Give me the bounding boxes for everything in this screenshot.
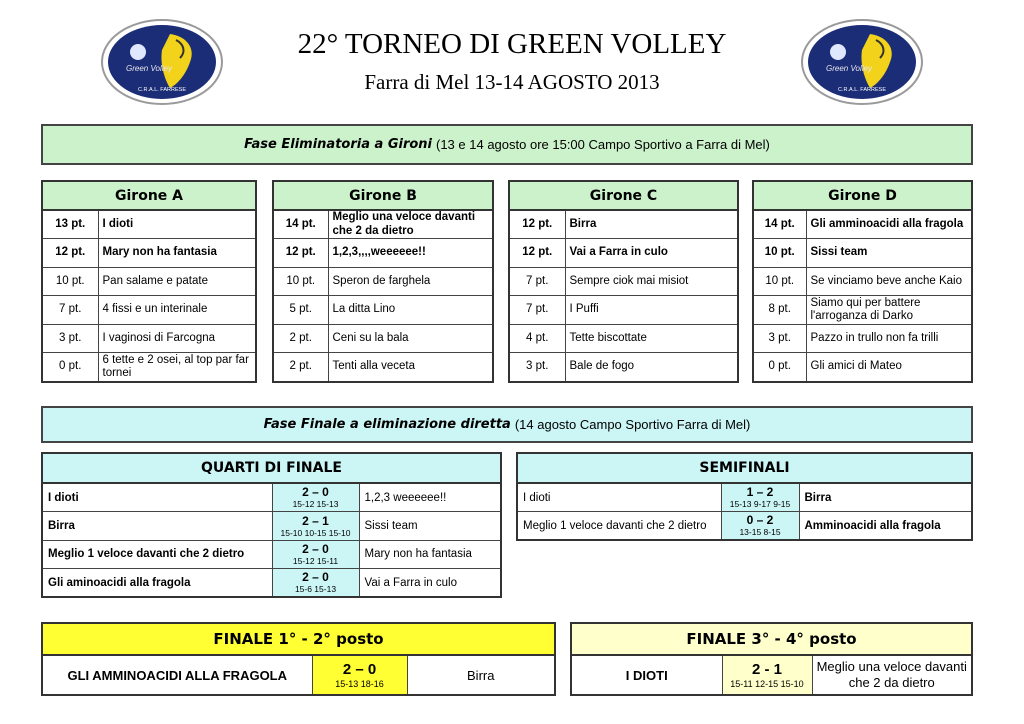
table-row: 10 pt. Sissi team [753, 239, 972, 268]
final-3-4-winner: I DIOTI [571, 655, 722, 695]
final-3-4-loser: Meglio una veloce davanti che 2 da dietro [812, 655, 972, 695]
semifinals-table [516, 452, 973, 541]
page-title: 22° TORNEO DI GREEN VOLLEY [297, 28, 727, 60]
table-row: 0 pt. Gli amici di Mateo [753, 353, 972, 382]
table-row: Meglio 1 veloce davanti che 2 dietro 0 – 2 13-15 8-15 Amminoacidi alla fragola [517, 512, 972, 541]
table-row: 3 pt. Pazzo in trullo non fa trilli [753, 324, 972, 353]
table-row: 0 pt. 6 tette e 2 osei, al top par far tornei [42, 353, 256, 382]
table-row: 10 pt. Speron de farghela [273, 267, 493, 296]
table-row: 12 pt. Birra [509, 210, 738, 239]
table-row: 10 pt. Se vinciamo beve anche Kaio [753, 267, 972, 296]
logo-caption: C.R.A.L. FARRESE [838, 87, 886, 93]
final-1-2-title: FINALE 1° - 2° posto [42, 623, 555, 655]
final-1-2-winner: GLI AMMINOACIDI ALLA FRAGOLA [42, 655, 312, 695]
phase2-banner [41, 406, 973, 443]
group-table-a [41, 180, 257, 383]
table-row [571, 655, 972, 695]
final-1-2-runner-up: Birra [407, 655, 555, 695]
table-row: 10 pt. Pan salame e patate [42, 267, 256, 296]
table-row: 2 pt. Ceni su la bala [273, 324, 493, 353]
table-row: 2 pt. Tenti alla veceta [273, 353, 493, 382]
page-subtitle: Farra di Mel 13-14 AGOSTO 2013 [364, 70, 660, 94]
table-row: 7 pt. Sempre ciok mai misiot [509, 267, 738, 296]
group-title: Girone A [42, 181, 256, 210]
table-row: Gli aminoacidi alla fragola 2 – 0 15-6 15-13 Vai a Farra in culo [42, 569, 501, 598]
quarterfinals-title: QUARTI DI FINALE [42, 453, 501, 483]
table-row: 12 pt. Mary non ha fantasia [42, 239, 256, 268]
table-row: Birra 2 – 1 15-10 10-15 15-10 Sissi team [42, 512, 501, 541]
table-row: 5 pt. La ditta Lino [273, 296, 493, 325]
phase1-details: (13 e 14 agosto ore 15:00 Campo Sportivo a Farra di Mel) [436, 137, 770, 152]
final-3-4-title: FINALE 3° - 4° posto [571, 623, 972, 655]
logo-caption: C.R.A.L. FARRESE [138, 87, 186, 93]
phase2-title: Fase Finale a eliminazione diretta [263, 417, 511, 432]
phase2-details: (14 agosto Campo Sportivo Farra di Mel) [514, 417, 751, 432]
table-row: 7 pt. 4 fissi e un interinale [42, 296, 256, 325]
table-row: 12 pt. 1,2,3,,,,weeeeee!! [273, 239, 493, 268]
logo-text: Green Volley [126, 64, 172, 73]
group-title: Girone B [273, 181, 493, 210]
table-row: 13 pt. I dioti [42, 210, 256, 239]
table-row: 3 pt. I vaginosi di Farcogna [42, 324, 256, 353]
group-title: Girone C [509, 181, 738, 210]
final-1-2-table [41, 622, 556, 696]
group-title: Girone D [753, 181, 972, 210]
semifinals-title: SEMIFINALI [517, 453, 972, 483]
phase1-title: Fase Eliminatoria a Gironi [244, 137, 432, 152]
logo-text: Green Volley [826, 64, 872, 73]
table-row: I dioti 2 – 0 15-12 15-13 1,2,3 weeeeee!! [42, 483, 501, 512]
table-row: 14 pt. Meglio una veloce davanti che 2 da dietro [273, 210, 493, 239]
quarterfinals-table [41, 452, 502, 598]
final-1-2-score: 2 – 0 15-13 18-16 [312, 655, 407, 695]
table-row: 3 pt. Bale de fogo [509, 353, 738, 382]
table-row [42, 655, 555, 695]
table-row: 7 pt. I Puffi [509, 296, 738, 325]
group-table-d [752, 180, 973, 383]
table-row: Meglio 1 veloce davanti che 2 dietro 2 – 0 15-12 15-11 Mary non ha fantasia [42, 540, 501, 569]
group-table-c [508, 180, 739, 383]
phase1-banner [41, 124, 973, 165]
table-row: 8 pt. Siamo qui per battere l'arroganza di Darko [753, 296, 972, 325]
table-row: I dioti 1 – 2 15-13 9-17 9-15 Birra [517, 483, 972, 512]
group-table-b [272, 180, 494, 383]
table-row: 12 pt. Vai a Farra in culo [509, 239, 738, 268]
table-row: 4 pt. Tette biscottate [509, 324, 738, 353]
final-3-4-table [570, 622, 973, 696]
table-row: 14 pt. Gli amminoacidi alla fragola [753, 210, 972, 239]
final-3-4-score: 2 - 1 15-11 12-15 15-10 [722, 655, 812, 695]
